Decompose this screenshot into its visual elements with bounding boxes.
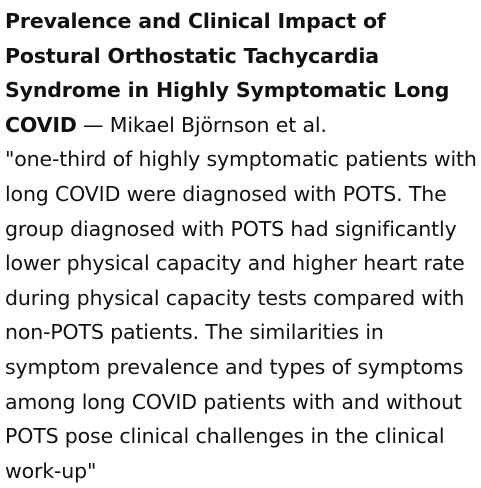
article-title: Prevalence and Clinical Impact of Postural Orthostatic Tachycardia Syndrome in Highly Symptomatic Long COVID [5,9,450,137]
article-authors: Mikael Björnson et al. [109,112,327,137]
article-card [5,4,477,488]
title-author-separator: — [76,112,110,137]
article-quote: "one-third of highly symptomatic patients with long COVID were diagnosed with POTS. The group diagnosed with POTS had significantly lower physical capacity and higher heart rate during physical capacity tests compared with non-POTS patients. The similarities in symptom prevalence and types of symptoms among long COVID patients with and without POTS pose clinical challenges in the clinical work-up" [5,147,477,483]
